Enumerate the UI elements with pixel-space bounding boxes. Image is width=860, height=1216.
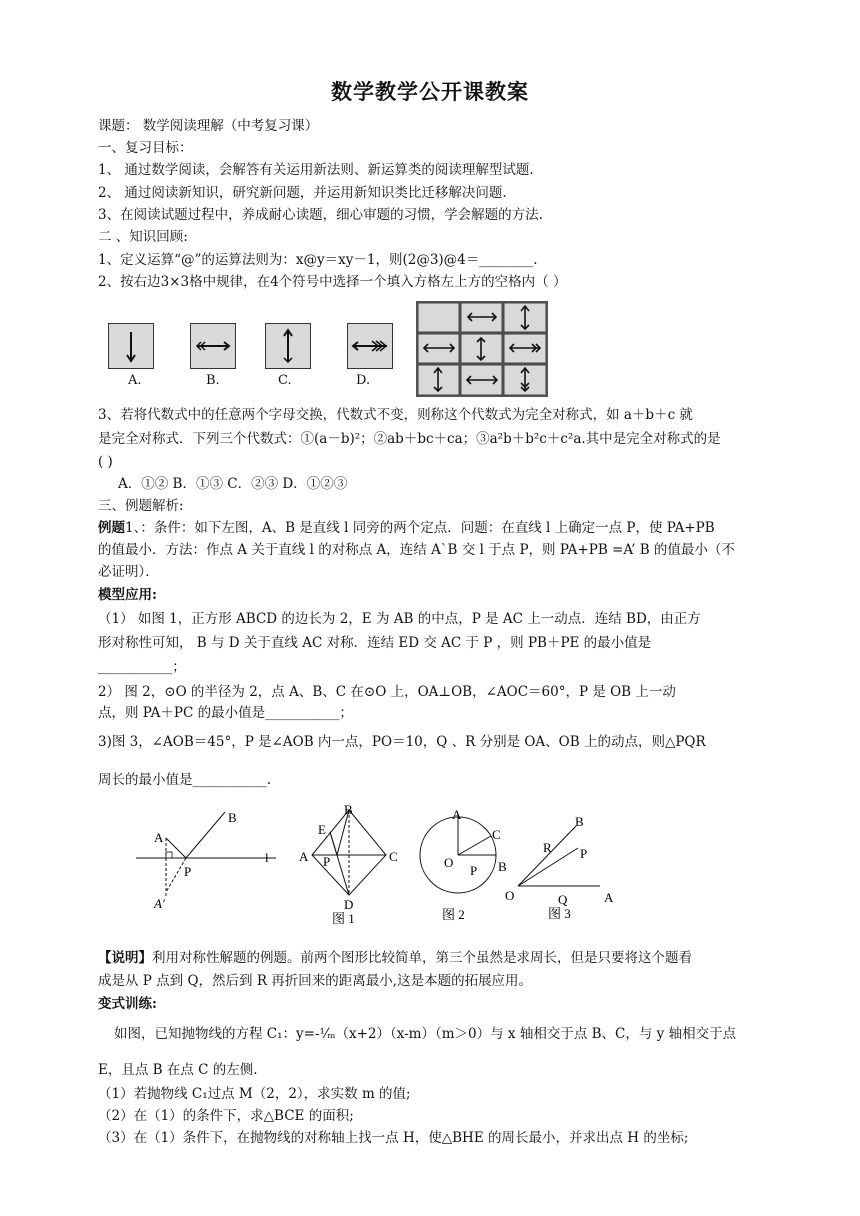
note-line2: 成是从 P 点到 Q，然后到 R 再折回来的距离最小,这是本题的拓展应用。 bbox=[98, 973, 533, 989]
option-d-label: D. bbox=[356, 373, 371, 388]
fig3-label-P: P bbox=[580, 846, 588, 861]
section-1-heading: 一、复习目标： bbox=[98, 140, 193, 156]
fig0-label-A: A bbox=[154, 830, 164, 845]
model-2-line1: 2） 图 2，⊙O 的半径为 2，点 A、B、C 在⊙O 上，OA⊥OB，∠AOC＝60°，P 是 OB 上一动 bbox=[98, 684, 676, 700]
model-1-line2: 形对称性可知， B 与 D 关于直线 AC 对称．连结 ED 交 AC 于 P ，则 PB＋PE 的最小值是 bbox=[98, 635, 652, 651]
fig1-label-P: P bbox=[323, 854, 331, 869]
topic-line: 课题： 数学阅读理解（中考复习课） bbox=[98, 118, 319, 134]
goal-2: 2、 通过阅读新知识，研究新问题，并运用新知识类比迁移解决问题. bbox=[98, 185, 507, 201]
fig1-label-D: D bbox=[344, 897, 354, 912]
fig3-label-A: A bbox=[604, 890, 614, 905]
review-q2: 2、按右边3×3格中规律，在4个符号中选择一个填入方格左上方的空格内（ ） bbox=[98, 274, 567, 290]
section-2-heading: 二 、知识回顾: bbox=[98, 229, 188, 245]
variant-q1: （1）若抛物线 C₁过点 M（2，2），求实数 m 的值; bbox=[98, 1086, 411, 1102]
figure-2-circle bbox=[412, 805, 515, 925]
fig2-caption: 图 2 bbox=[442, 907, 465, 922]
fig0-label-B: B bbox=[228, 810, 237, 825]
fig0-label-P: P bbox=[184, 864, 192, 879]
example-1-label: 例题 bbox=[98, 520, 125, 536]
fig1-caption: 图 1 bbox=[332, 911, 355, 925]
fig3-label-R: R bbox=[543, 840, 552, 855]
example-1-line3: 必证明）． bbox=[98, 564, 159, 580]
fig0-label-l: l bbox=[265, 850, 269, 865]
option-c-label: C. bbox=[278, 373, 292, 388]
variant-q3: （3）在（1）条件下，在抛物线的对称轴上找一点 H，使△BHE 的周长最小，并求出点 H 的坐标; bbox=[98, 1130, 689, 1146]
fig1-label-A: A bbox=[299, 849, 309, 864]
variant-line2: E，且点 B 在点 C 的左侧. bbox=[98, 1062, 258, 1078]
figure-3-angle bbox=[500, 810, 630, 922]
note-label: 【说明】 bbox=[98, 950, 152, 966]
goal-1: 1、 通过数学阅读，会解答有关运用新法则、新运算类的阅读理解型试题. bbox=[98, 162, 534, 178]
variant-line1: 如图，已知抛物线的方程 C₁：y=-¹⁄ₘ（x+2）（x-m）（m＞0）与 x 轴相交于点 B、C，与 y 轴相交于点 bbox=[114, 1026, 737, 1042]
note-line1 bbox=[98, 949, 692, 967]
figure-1-square bbox=[296, 800, 406, 925]
option-a-label: A. bbox=[128, 373, 142, 388]
example-1-line2: 的值最小．方法：作点 A 关于直线 l 的对称点 A，连结 A`B 交 l 于点 P，则 PA+PB =A’ B 的值最小（不 bbox=[98, 542, 735, 558]
option-b-symbol bbox=[190, 323, 236, 369]
fig1-label-E: E bbox=[318, 822, 326, 837]
review-q3-line3: ( ) bbox=[98, 454, 113, 470]
example-1-text: 1、：条件：如下左图，A、B 是直线 l 同旁的两个定点．问题：在直线 l 上确定一点 P，使 PA+PB bbox=[125, 520, 715, 536]
review-q3-line1: 3、若将代数式中的任意两个字母交换，代数式不变，则称这个代数式为完全对称式，如 a＋b＋c 就 bbox=[98, 407, 693, 423]
model-1-line3: ___________； bbox=[98, 659, 186, 675]
model-3-line2: 周长的最小值是___________. bbox=[98, 772, 272, 788]
review-q3-line2: 是完全对称式．下列三个代数式：①(a－b)²；②ab＋bc＋ca；③a²b＋b²c＋c²a.其中是完全对称式的是 bbox=[98, 431, 721, 447]
review-q1: 1、定义运算“@”的运算法则为：x@y＝xy－1，则(2@3)@4＝________. bbox=[98, 252, 538, 268]
model-1-line1: （1） 如图 1，正方形 ABCD 的边长为 2，E 为 AB 的中点，P 是 AC 上一动点．连结 BD，由正方 bbox=[98, 611, 701, 627]
review-q3-choices: A．①② B．①③ C．②③ D．①②③ bbox=[118, 476, 348, 492]
variant-heading: 变式训练: bbox=[98, 996, 157, 1012]
page-title: 数学教学公开课教案 bbox=[331, 80, 529, 104]
option-d-symbol bbox=[347, 323, 393, 369]
reflection-figure bbox=[130, 800, 280, 915]
fig3-label-Q: Q bbox=[558, 892, 568, 907]
fig3-caption: 图 3 bbox=[548, 906, 571, 921]
note-text: 利用对称性解题的例题。前两个图形比较简单，第三个虽然是求周长，但是只要将这个题看 bbox=[152, 950, 692, 966]
model-3-line1: 3)图 3，∠AOB＝45°，P 是∠AOB 内一点，PO＝10，Q 、R 分别是 OA、OB 上的动点，则△PQR bbox=[98, 734, 706, 750]
fig2-label-O: O bbox=[444, 855, 454, 870]
option-a-symbol bbox=[108, 323, 154, 369]
goal-3: 3、在阅读试题过程中，养成耐心读题，细心审题的习惯，学会解题的方法. bbox=[98, 207, 543, 223]
pattern-grid-3x3 bbox=[416, 301, 548, 397]
option-b-label: B. bbox=[206, 373, 220, 388]
fig1-label-B: B bbox=[344, 802, 353, 817]
option-c-symbol bbox=[265, 323, 311, 369]
section-3-heading: 三、例题解析: bbox=[98, 498, 184, 514]
fig2-label-B: B bbox=[498, 859, 507, 874]
variant-q2: （2）在（1）的条件下，求△BCE 的面积; bbox=[98, 1108, 354, 1124]
fig2-label-A: A bbox=[452, 807, 462, 822]
example-1-line1 bbox=[98, 519, 715, 537]
fig0-label-A-prime: A′ bbox=[154, 896, 165, 911]
fig2-label-P: P bbox=[470, 863, 478, 878]
model-heading: 模型应用: bbox=[98, 587, 157, 603]
fig2-label-C: C bbox=[492, 827, 501, 842]
fig1-label-C: C bbox=[389, 849, 398, 864]
fig3-label-B: B bbox=[575, 814, 584, 829]
fig3-label-O: O bbox=[505, 888, 515, 903]
model-2-line2: 点，则 PA＋PC 的最小值是___________； bbox=[98, 705, 353, 721]
